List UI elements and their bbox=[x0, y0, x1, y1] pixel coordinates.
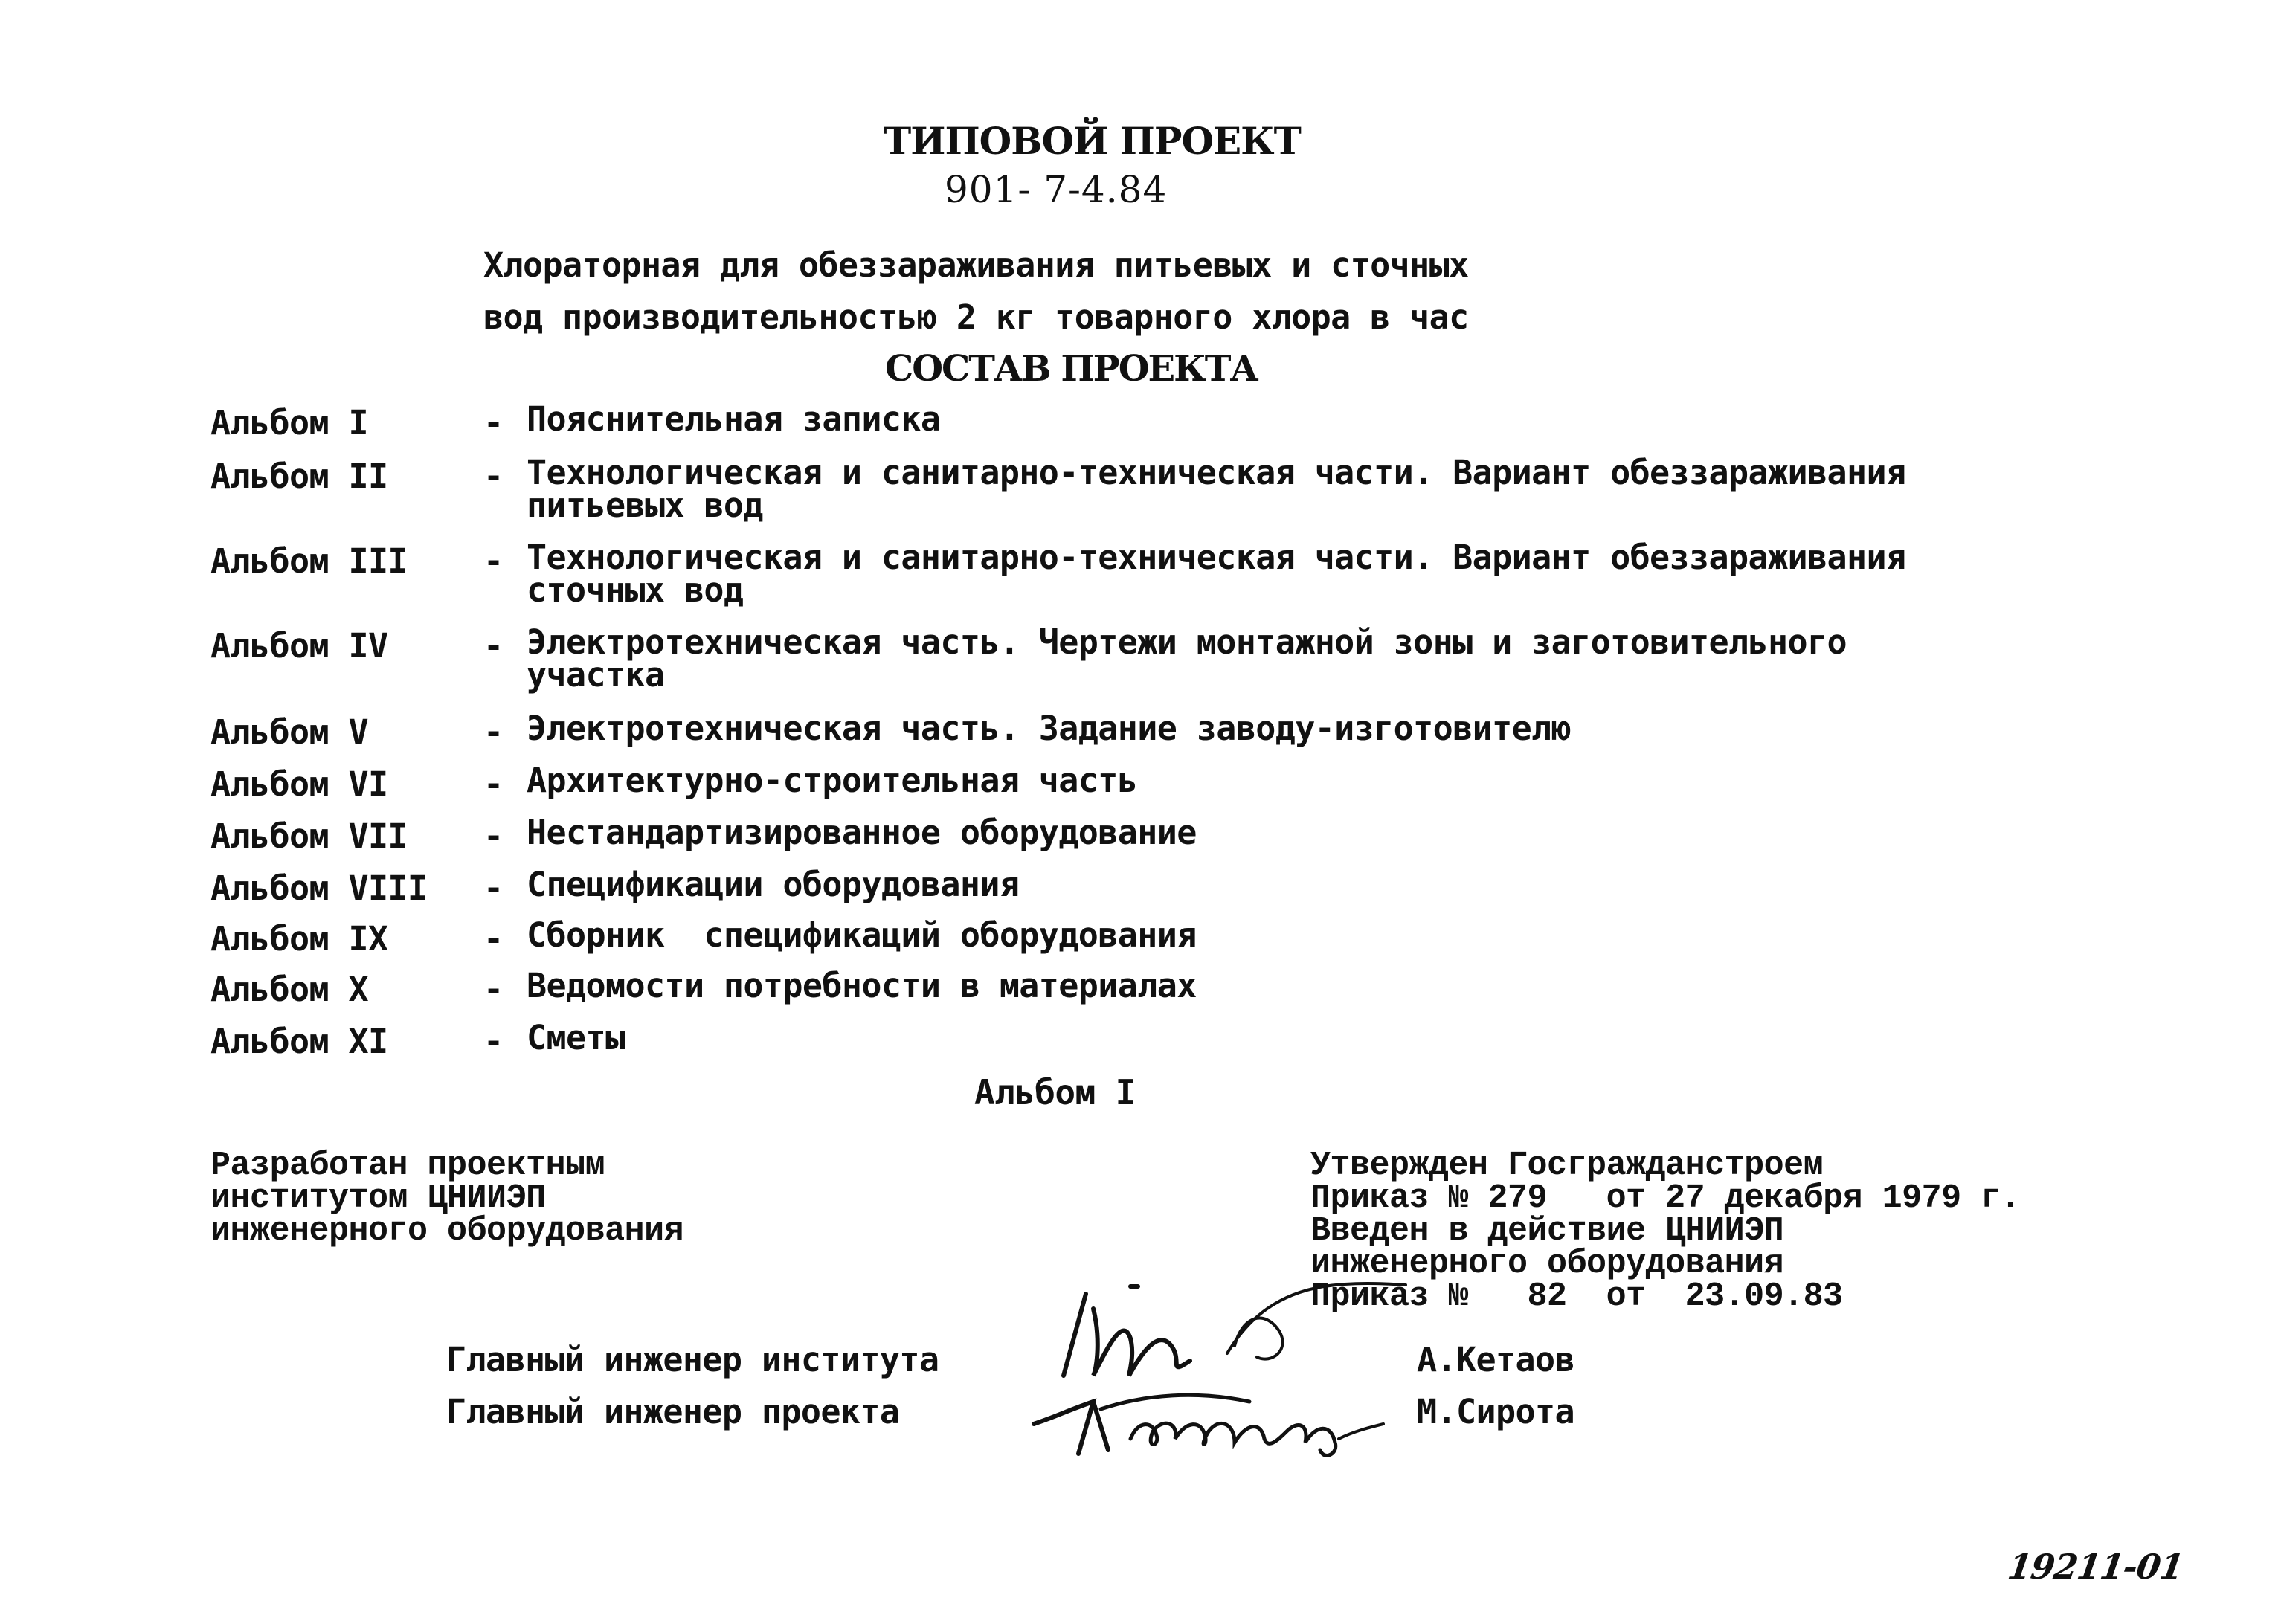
signature-name: А.Кетаов bbox=[1417, 1340, 1574, 1379]
album-description: Технологическая и санитарно-техническая части. Вариант обеззараживания питьевых вод bbox=[527, 453, 1906, 525]
album-label: Альбом II bbox=[210, 457, 388, 496]
album-label: Альбом VIII bbox=[210, 869, 428, 908]
album-dash: - bbox=[483, 403, 504, 442]
project-title-line-1: Хлораторная для обеззараживания питьевых и сточных bbox=[483, 245, 1469, 285]
album-label: Альбом I bbox=[210, 403, 368, 442]
document-number: 19211-01 bbox=[2005, 1547, 2186, 1587]
developer-line: институтом ЦНИИЭП bbox=[210, 1179, 546, 1217]
developer-line: инженерного оборудования bbox=[210, 1212, 684, 1250]
album-label: Альбом VII bbox=[210, 816, 408, 856]
album-description: Электротехническая часть. Задание заводу-изготовителю bbox=[527, 709, 1572, 748]
approval-line: Утвержден Госгражданстроем bbox=[1310, 1147, 1824, 1185]
album-description: Нестандартизированное оборудование bbox=[527, 813, 1197, 852]
approval-block bbox=[1310, 1147, 2021, 1315]
album-dash: - bbox=[483, 970, 504, 1009]
project-title-line-2: вод производительностью 2 кг товарного хлора в час bbox=[483, 297, 1469, 337]
album-description: Сметы bbox=[527, 1018, 625, 1057]
album-dash: - bbox=[483, 869, 504, 908]
album-label: Альбом III bbox=[210, 541, 408, 581]
album-dash: - bbox=[483, 816, 504, 856]
album-label: Альбом IV bbox=[210, 626, 388, 666]
album-dash: - bbox=[483, 457, 504, 496]
album-dash: - bbox=[483, 626, 504, 666]
album-label: Альбом V bbox=[210, 712, 368, 752]
approval-line: Приказ № 279 от 27 декабря 1979 г. bbox=[1310, 1179, 2021, 1217]
album-label: Альбом XI bbox=[210, 1022, 388, 1061]
album-dash: - bbox=[483, 712, 504, 752]
album-description: Архитектурно-строительная часть bbox=[527, 761, 1138, 800]
album-description: Спецификации оборудования bbox=[527, 865, 1020, 904]
composition-heading: СОСТАВ ПРОЕКТА bbox=[885, 348, 1258, 390]
signature-connector-icon bbox=[1220, 1272, 1413, 1368]
album-label: Альбом X bbox=[210, 970, 368, 1009]
album-dash: - bbox=[483, 541, 504, 581]
signature-role: Главный инженер проекта bbox=[446, 1392, 900, 1431]
signature-name: М.Сирота bbox=[1417, 1392, 1574, 1431]
approval-line: Приказ № 82 от 23.09.83 bbox=[1310, 1277, 1843, 1315]
approval-line: Введен в действие ЦНИИЭП bbox=[1310, 1212, 1784, 1250]
approval-line: инженерного оборудования bbox=[1310, 1245, 1784, 1283]
album-description: Сборник спецификаций оборудования bbox=[527, 915, 1197, 955]
current-album-heading: Альбом I bbox=[974, 1072, 1136, 1112]
signature-role: Главный инженер института bbox=[446, 1340, 939, 1379]
album-label: Альбом IX bbox=[210, 919, 388, 958]
handwritten-signature-icon bbox=[1026, 1379, 1391, 1461]
album-dash: - bbox=[483, 919, 504, 958]
album-description: Электротехническая часть. Чертежи монтажной зоны и заготовительного участка bbox=[527, 622, 1847, 695]
album-description: Ведомости потребности в материалах bbox=[527, 966, 1197, 1005]
album-description: Пояснительная записка bbox=[527, 399, 941, 439]
developer-block bbox=[210, 1147, 684, 1250]
album-dash: - bbox=[483, 764, 504, 804]
developer-line: Разработан проектным bbox=[210, 1147, 605, 1185]
project-number: 901- 7-4.84 bbox=[945, 168, 1168, 211]
project-type-heading: ТИПОВОЙ ПРОЕКТ bbox=[884, 119, 1301, 163]
album-description: Технологическая и санитарно-техническая части. Вариант обеззараживания сточных вод bbox=[527, 538, 1906, 610]
album-label: Альбом VI bbox=[210, 764, 388, 804]
album-dash: - bbox=[483, 1022, 504, 1061]
